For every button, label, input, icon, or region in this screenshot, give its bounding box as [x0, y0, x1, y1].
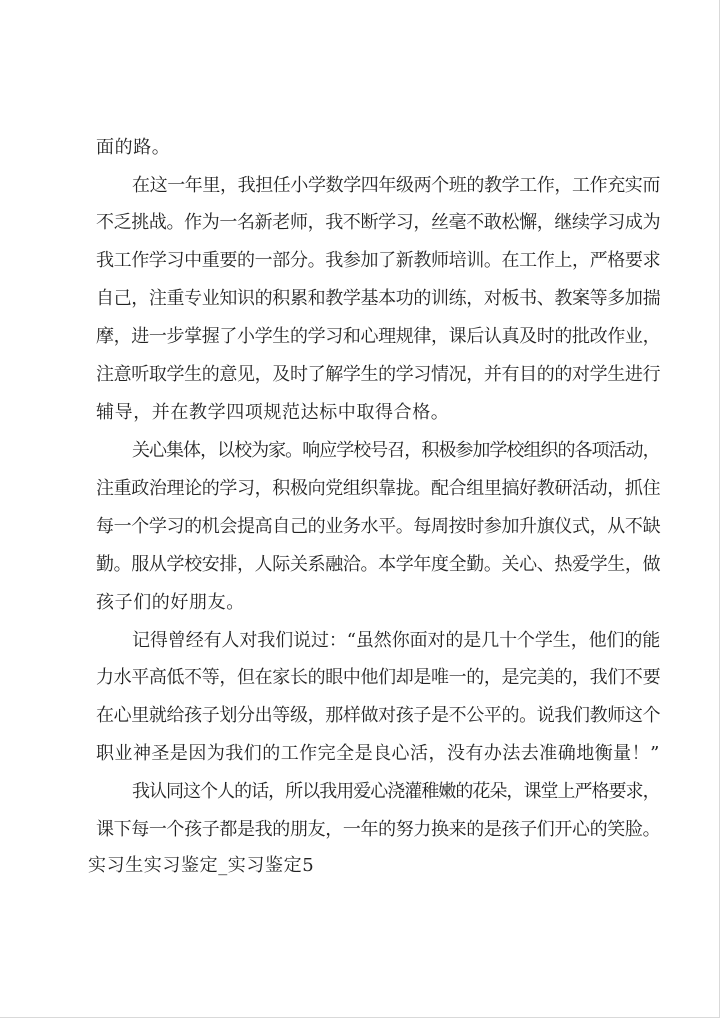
paragraph-first-line: 记得曾经有人对我们说过：“虽然你面对的是几十个学生，他们的能: [132, 630, 661, 651]
text-line: 力水平高低不等，但在家长的眼中他们却是唯一的，是完美的，我们不要: [96, 667, 661, 688]
paragraph-first-line: 我认同这个人的话，所以我用爱心浇灌稚嫩的花朵，课堂上严格要求，: [132, 781, 660, 802]
paragraph-first-line: 关心集体，以校为家。响应学校号召，积极参加学校组织的各项活动，: [132, 440, 660, 461]
text-line: 孩子们的好朋友。: [96, 592, 245, 613]
text-line: 职业神圣是因为我们的工作完全是良心活，没有办法去准确地衡量！”: [96, 743, 660, 764]
text-line: 辅导，并在教学四项规范达标中取得合格。: [96, 402, 450, 423]
text-line: 面的路。: [96, 137, 171, 158]
text-line: 注意听取学生的意见，及时了解学生的学习情况，并有目的的对学生进行: [96, 364, 661, 385]
text-line: 自己，注重专业知识的积累和教学基本功的训练，对板书、教案等多加揣: [96, 288, 661, 309]
text-line: 在心里就给孩子划分出等级，那样做对孩子是不公平的。说我们教师这个: [96, 705, 661, 726]
text-line: 每一个学习的机会提高自己的业务水平。每周按时参加升旗仪式，从不缺: [96, 516, 661, 537]
section-heading: 实习生实习鉴定_实习鉴定5: [88, 855, 315, 876]
text-line: 课下每一个孩子都是我的朋友，一年的努力换来的是孩子们开心的笑脸。: [96, 819, 661, 840]
paragraph-first-line: 在这一年里，我担任小学数学四年级两个班的教学工作，工作充实而: [132, 175, 660, 196]
text-line: 注重政治理论的学习，积极向党组织靠拢。配合组里搞好教研活动，抓住: [96, 478, 661, 499]
text-line: 勤。服从学校安排，人际关系融洽。本学年度全勤。关心、热爱学生，做: [96, 554, 661, 575]
text-line: 不乏挑战。作为一名新老师，我不断学习，丝毫不敢松懈，继续学习成为: [96, 212, 661, 233]
text-line: 摩，进一步掌握了小学生的学习和心理规律，课后认真及时的批改作业，: [96, 326, 661, 347]
text-line: 我工作学习中重要的一部分。我参加了新教师培训。在工作上，严格要求: [96, 250, 661, 271]
